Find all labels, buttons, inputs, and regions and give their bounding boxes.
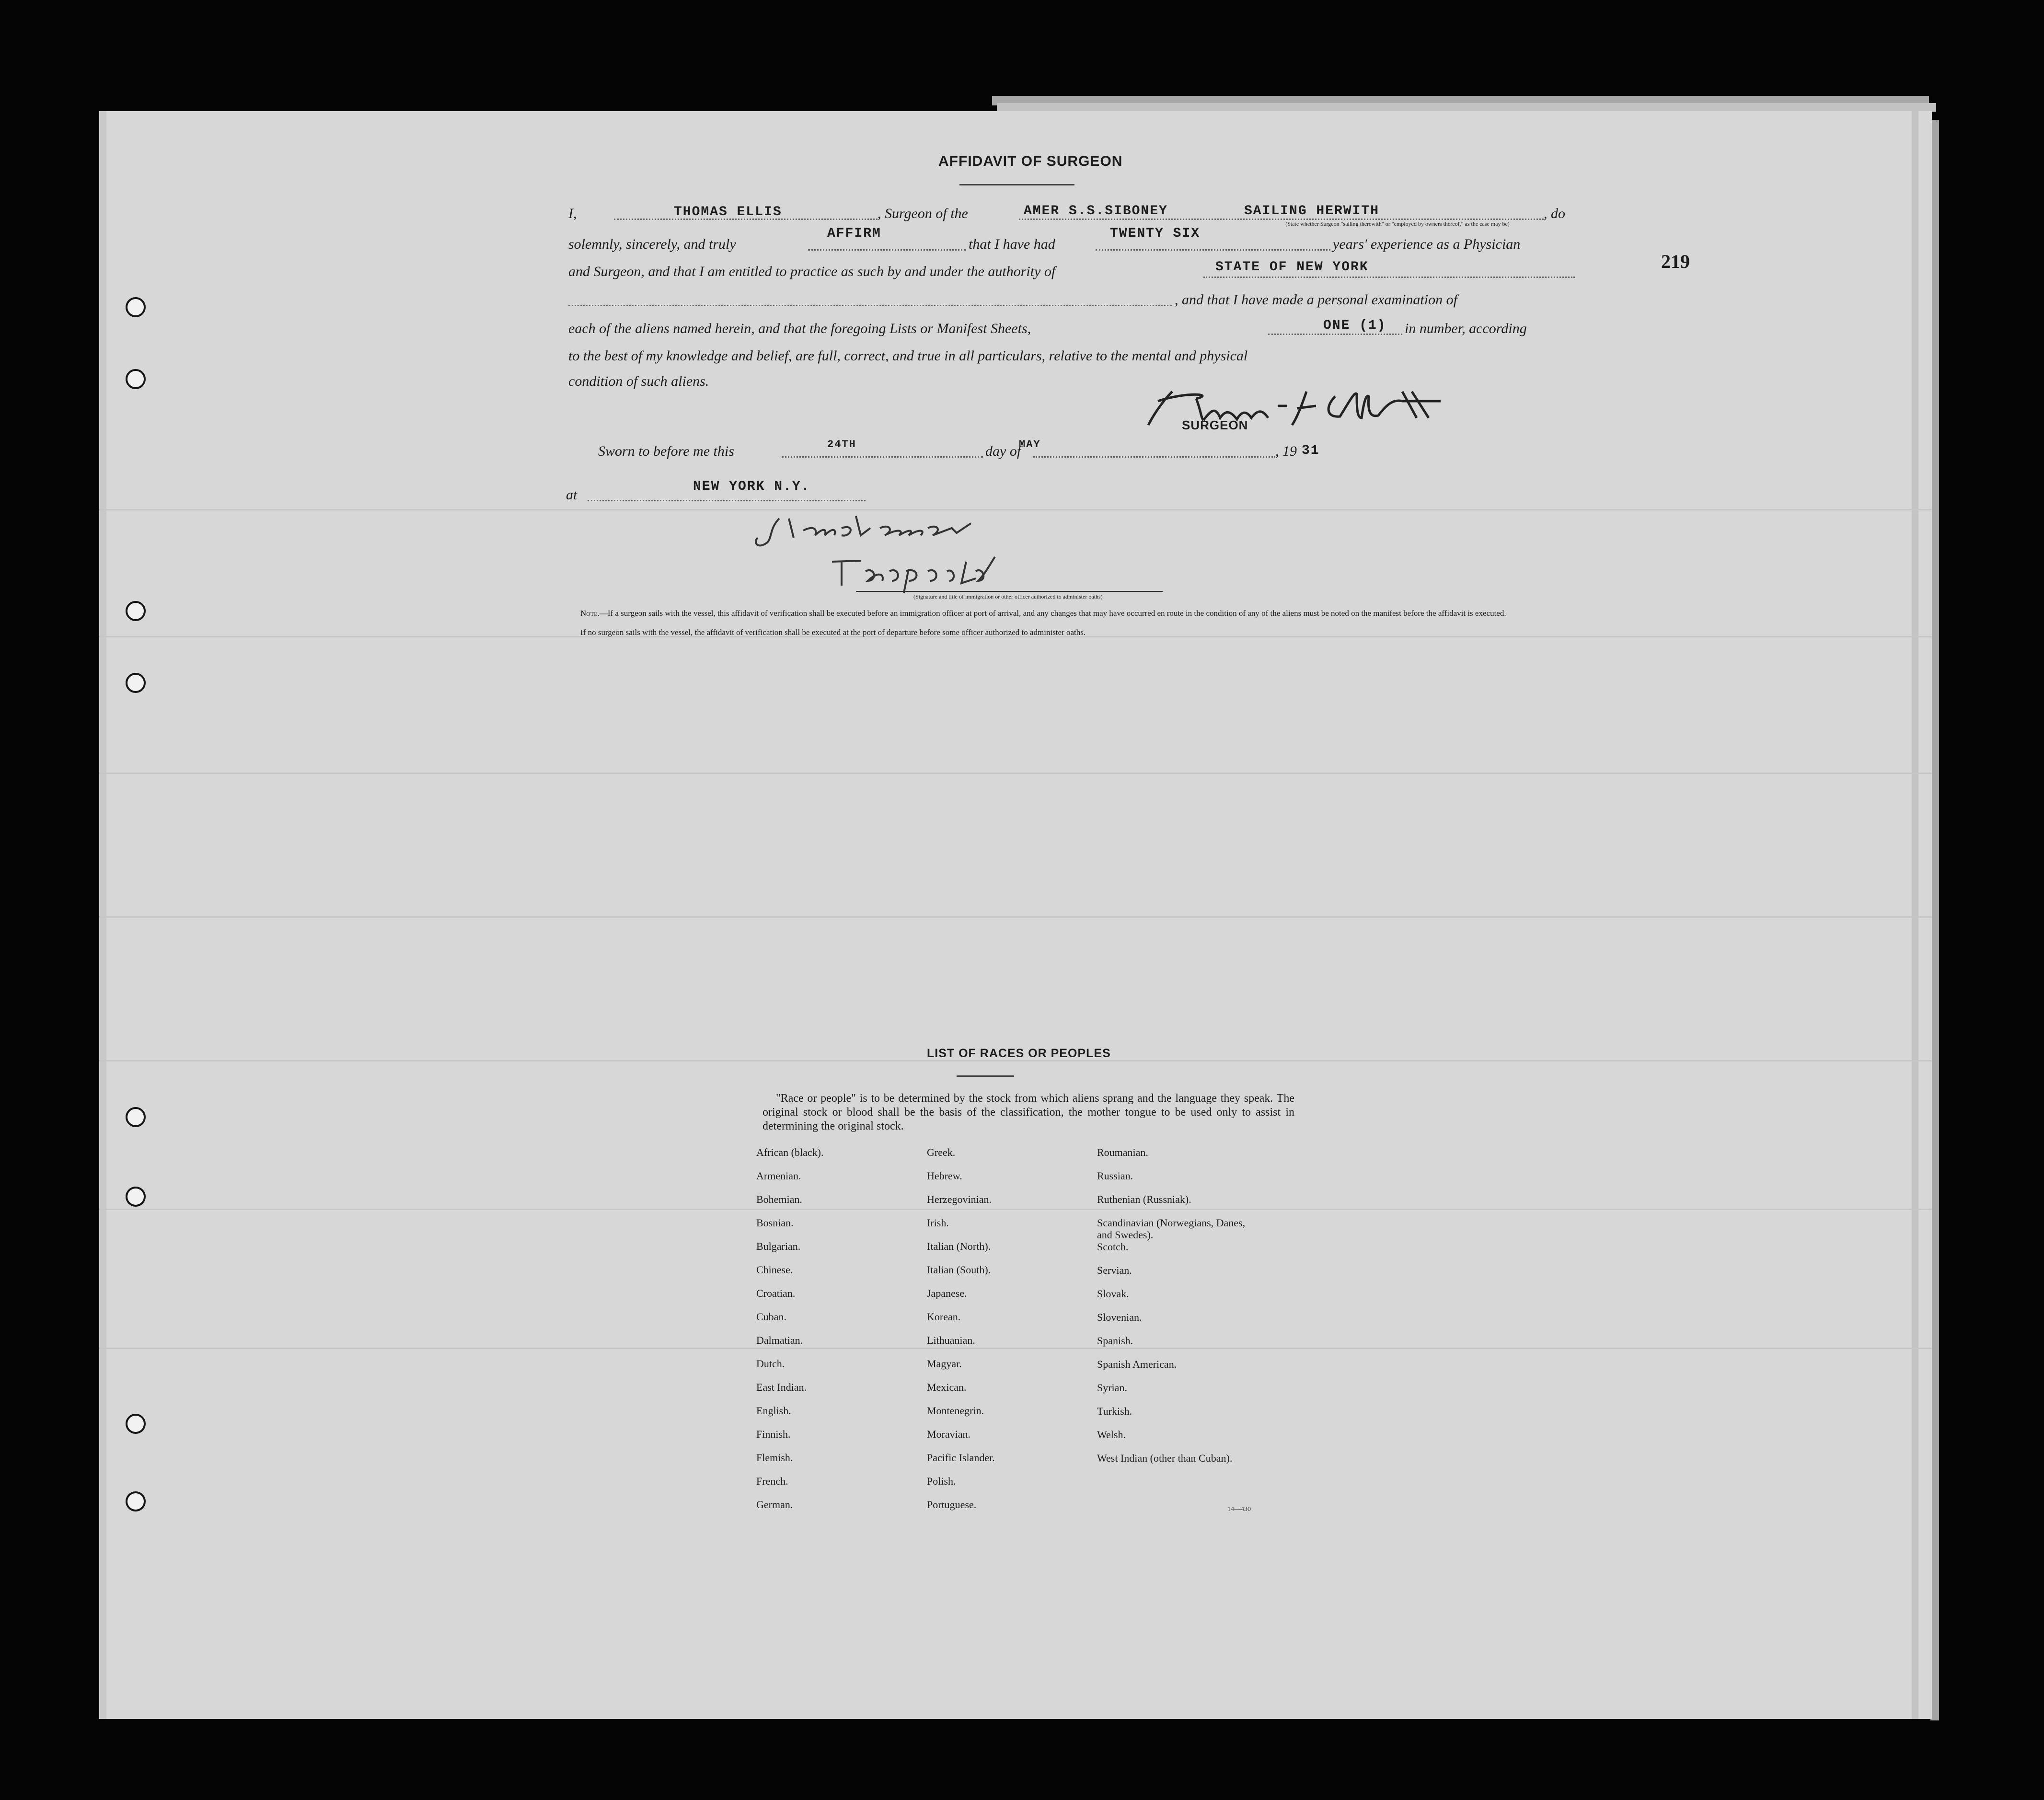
line1-suffix: , do [1544, 206, 1565, 221]
line5-prefix: each of the aliens named herein, and that the foregoing Lists or Manifest Sheets, [568, 321, 1031, 336]
race-entry: Portuguese. [927, 1499, 977, 1511]
race-entry: Pacific Islander. [927, 1452, 995, 1464]
surgeon-label: SURGEON [1182, 418, 1248, 432]
race-entry: East Indian. [756, 1381, 807, 1393]
affidavit-note [566, 609, 1577, 618]
years-value: TWENTY SIX [1110, 226, 1201, 241]
punch-hole [126, 1491, 146, 1512]
race-entry: Irish. [927, 1217, 949, 1229]
punch-hole [126, 297, 146, 317]
race-entry: African (black). [756, 1146, 824, 1158]
race-entry: Bosnian. [756, 1217, 794, 1229]
place-line [588, 500, 866, 501]
officer-line [856, 591, 1163, 592]
line6: to the best of my knowledge and belief, are full, correct, and true in all particulars, relative to the mental and physical [568, 348, 1248, 364]
page-fold-left [100, 111, 106, 1719]
punch-hole [126, 369, 146, 389]
race-entry: Croatian. [756, 1287, 796, 1299]
bleed-through-line [99, 916, 1932, 918]
officer-caption: (Signature and title of immigration or other officer authorized to administer oaths) [913, 593, 1103, 600]
race-entry: Korean. [927, 1311, 961, 1323]
race-entry: Welsh. [1097, 1429, 1126, 1441]
races-column-2 [927, 1146, 1085, 1522]
line7: condition of such aliens. [568, 373, 709, 389]
races-title-rule [957, 1075, 1014, 1077]
note-label: Note. [580, 609, 600, 618]
bleed-through-line [99, 773, 1932, 774]
race-entry: Slovenian. [1097, 1311, 1142, 1323]
race-entry: Mexican. [927, 1381, 967, 1393]
sheets-value: ONE (1) [1323, 318, 1386, 333]
race-entry: Servian. [1097, 1264, 1132, 1276]
race-entry: West Indian (other than Cuban). [1097, 1452, 1233, 1464]
authority-line [1203, 277, 1575, 278]
punch-hole [126, 1187, 146, 1207]
race-entry: Magyar. [927, 1358, 962, 1370]
oath-value: AFFIRM [827, 226, 881, 241]
race-entry: Ruthenian (Russniak). [1097, 1193, 1191, 1205]
sworn-month-line [1033, 456, 1275, 458]
sailing-note: (State whether Surgeon "sailing therewith" or "employed by owners thereof," as the case may be) [1285, 220, 1510, 227]
race-entry: German. [756, 1499, 793, 1511]
race-entry: Slovak. [1097, 1288, 1129, 1300]
punch-hole [126, 673, 146, 693]
races-column-3 [1097, 1146, 1246, 1476]
line5-suffix: in number, according [1405, 321, 1527, 336]
sworn-year-prefix: , 19 [1275, 443, 1297, 459]
race-entry: Dutch. [756, 1358, 785, 1370]
race-entry: Bulgarian. [756, 1240, 801, 1252]
race-entry: Dalmatian. [756, 1334, 803, 1346]
sworn-day-line [782, 456, 983, 458]
race-entry: Montenegrin. [927, 1405, 984, 1417]
sheets-line [1268, 334, 1402, 335]
sworn-year-value: 31 [1302, 443, 1320, 458]
race-entry: Spanish. [1097, 1335, 1133, 1347]
race-entry: French. [756, 1475, 788, 1487]
sworn-month-value: MAY [1019, 438, 1041, 450]
form-number: 14—430 [1227, 1506, 1251, 1513]
at-label: at [566, 487, 577, 503]
title-rule [959, 184, 1074, 185]
race-entry: Roumanian. [1097, 1146, 1148, 1158]
races-title: LIST OF RACES OR PEOPLES [927, 1047, 1111, 1060]
sworn-prefix: Sworn to before me this [598, 443, 734, 459]
races-intro: "Race or people" is to be determined by the stock from which aliens sprang and the language they speak. The original stock or blood shall be the basis of the classification, the mother tongue to be used only to assist in determining the original stock. [762, 1092, 1294, 1132]
race-entry: Bohemian. [756, 1193, 802, 1205]
race-entry: Polish. [927, 1475, 956, 1487]
officer-signature [746, 509, 1081, 595]
race-entry: Flemish. [756, 1452, 793, 1464]
race-entry: Greek. [927, 1146, 956, 1158]
race-entry: Japanese. [927, 1287, 967, 1299]
line2-prefix: solemnly, sincerely, and truly [568, 236, 736, 252]
race-entry: Italian (South). [927, 1264, 991, 1276]
race-entry: Finnish. [756, 1428, 791, 1440]
sworn-day-value: 24TH [827, 438, 856, 450]
page-fold-right [1912, 111, 1918, 1719]
race-entry: Herzegovinian. [927, 1193, 992, 1205]
race-entry: Syrian. [1097, 1382, 1127, 1394]
line1-prefix: I, [568, 206, 577, 221]
line3-prefix: and Surgeon, and that I am entitled to practice as such by and under the authority of [568, 264, 1056, 279]
race-entry: Scotch. [1097, 1241, 1129, 1253]
race-entry: Armenian. [756, 1170, 801, 1182]
races-column-1 [756, 1146, 914, 1522]
line4: , and that I have made a personal examination of [1175, 292, 1457, 308]
page-number: 219 [1661, 251, 1690, 272]
sworn-mid: day of [985, 443, 1021, 459]
punch-hole [126, 1107, 146, 1127]
line2-suffix: years' experience as a Physician [1333, 236, 1521, 252]
note-text: —If a surgeon sails with the vessel, this affidavit of verification shall be executed before an immigration officer at port of arrival, and any changes that may have occurred en route in the condition of any of the aliens must be noted on the manifest before the affidavit is executed. [599, 609, 1506, 618]
race-entry: Hebrew. [927, 1170, 962, 1182]
paper-edge-mid [997, 103, 1936, 112]
vessel-value: AMER S.S.SIBONEY [1024, 204, 1168, 219]
sailing-value: SAILING HERWITH [1244, 204, 1380, 219]
race-entry: Spanish American. [1097, 1358, 1177, 1370]
affidavit-note-2: If no surgeon sails with the vessel, the affidavit of verification shall be executed at the port of departure before some officer authorized to administer oaths. [580, 628, 1086, 637]
line1-mid: , Surgeon of the [878, 206, 968, 221]
race-entry: Chinese. [756, 1264, 793, 1276]
surgeon-name-value: THOMAS ELLIS [674, 205, 782, 219]
race-entry: Italian (North). [927, 1240, 991, 1252]
oath-line [808, 249, 966, 251]
affidavit-title: AFFIDAVIT OF SURGEON [938, 153, 1123, 169]
race-entry: Lithuanian. [927, 1334, 975, 1346]
place-value: NEW YORK N.Y. [693, 479, 810, 494]
race-entry: Turkish. [1097, 1405, 1132, 1417]
race-entry: English. [756, 1405, 791, 1417]
punch-hole [126, 601, 146, 621]
manifest-page [99, 111, 1932, 1719]
race-entry: Russian. [1097, 1170, 1133, 1182]
punch-hole [126, 1414, 146, 1434]
authority-line-2 [568, 305, 1172, 306]
race-entry: Cuban. [756, 1311, 786, 1323]
race-entry: Moravian. [927, 1428, 971, 1440]
race-entry: Scandinavian (Norwegians, Danes, and Swedes). [1097, 1217, 1246, 1241]
line2-mid: that I have had [969, 236, 1055, 252]
years-line [1096, 249, 1330, 251]
vessel-line [1019, 219, 1544, 220]
authority-value: STATE OF NEW YORK [1215, 260, 1369, 275]
